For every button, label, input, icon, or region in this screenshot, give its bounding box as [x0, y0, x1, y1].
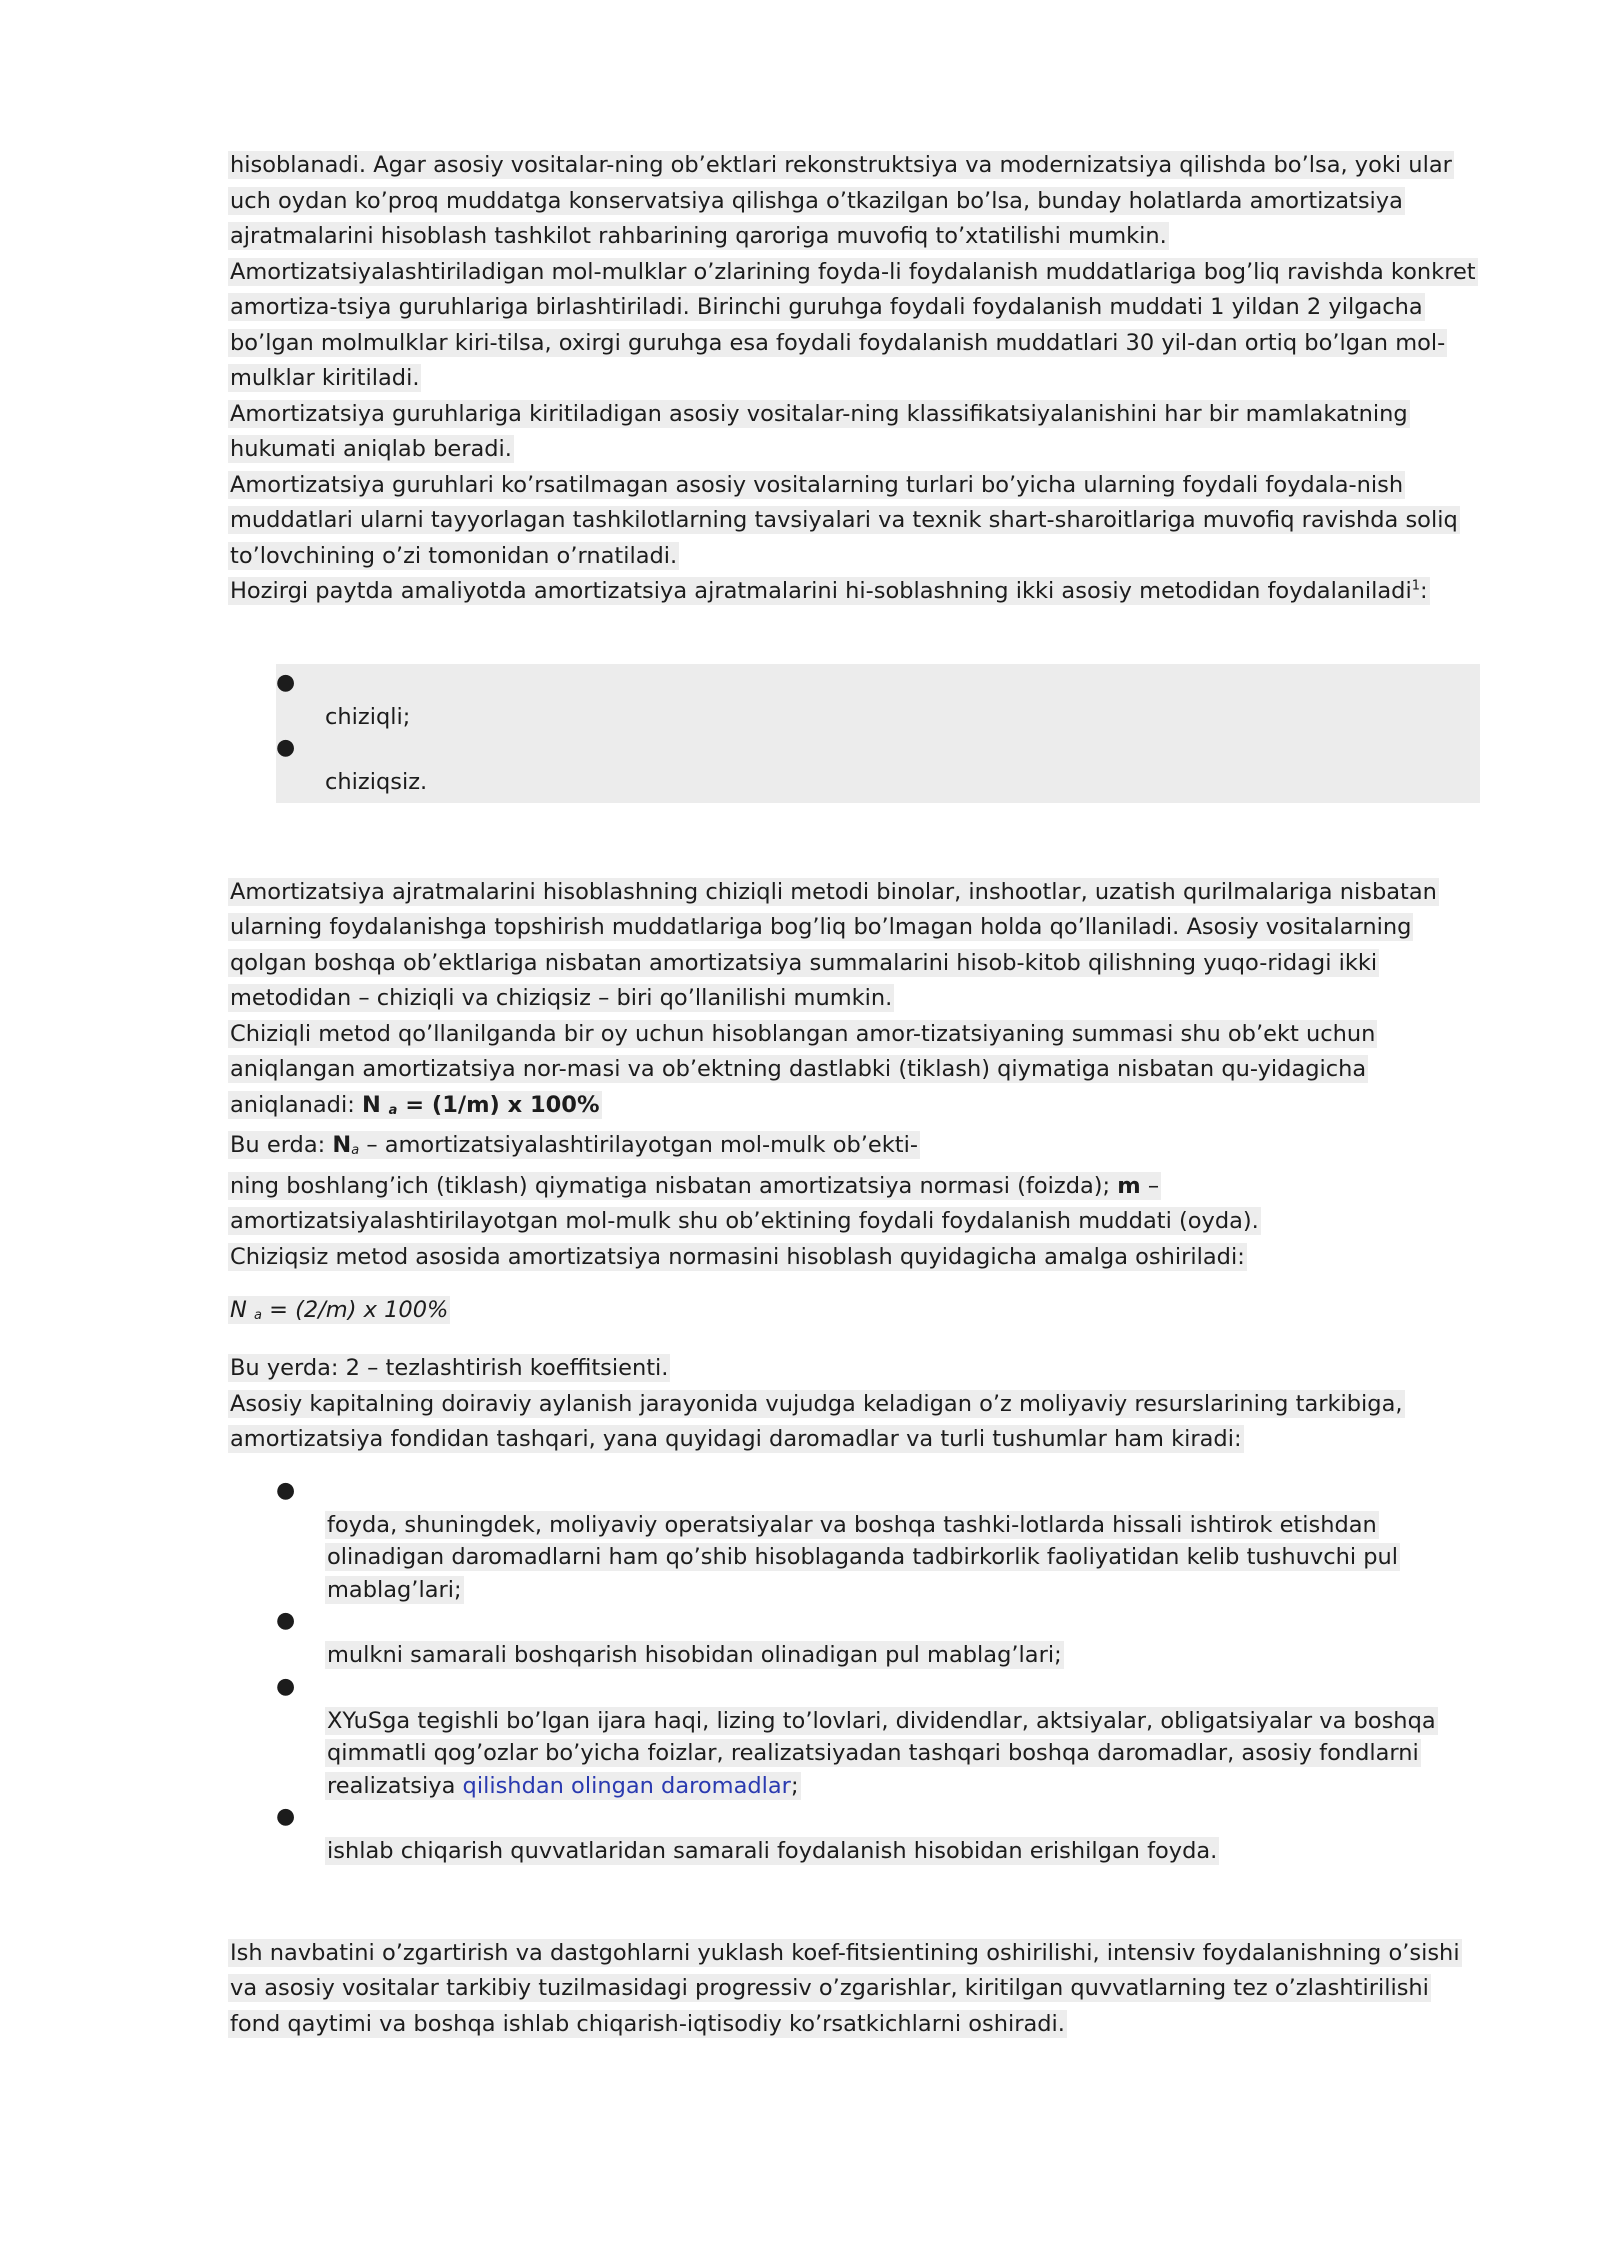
footnote-marker[interactable]: 1	[1411, 578, 1420, 594]
paragraph-11: Asosiy kapitalning doiraviy aylanish jarayonida vujudga keladigan o’z moliyaviy resurslarining tarkibiga, amortizatsiya fondidan tashqari, yana quyidagi daromadlar va turli tushumlar ham kiradi:	[230, 1390, 1403, 1452]
bullet-icon: ●	[276, 1673, 296, 1699]
list-item: ● XYuSga tegishli bo’lgan ijara haqi, lizing to’lovlari, dividendlar, aktsiyalar, obligatsiyalar va boshqa qimmatli qog’ozlar bo’yicha foizlar, realizatsiyadan tashqari boshqa daromadlar, asosiy fondlarni realizatsiya qilishdan olingan daromadlar;	[276, 1673, 1436, 1799]
bullet-icon: ●	[276, 1804, 296, 1829]
paragraph-2: Amortizatsiyalashtiriladigan mol-mulklar o’zlarining foyda-li foydalanish muddatlariga bog’liq ravishda konkret amortiza-tsiya guruhlariga birlashtiriladi. Birinchi guruhga foydali foydalanish muddati 1 yildan 2 yilgacha bo’lgan molmulklar kiri-tilsa, oxirgi guruhga esa foydali foydalanish muddatlari 30 yil-dan ortiq bo’lgan mol-mulklar kiritiladi.	[230, 258, 1476, 391]
paragraph-4: Amortizatsiya guruhlari ko’rsatilmagan asosiy vositalarning turlari bo’yicha ularning foydali foydala-nish muddatlari ularni tayyorlagan tashkilotlarning tavsiyalari va texnik shart-sharoitlariga muvofiq ravishda soliq to’lovchining o’zi tomonidan o’rnatiladi.	[230, 471, 1458, 569]
paragraph-7: Chiziqli metod qo’llanilganda bir oy uchun hisoblangan amor-tizatsiyaning summasi shu ob’ekt uchun aniqlangan amortizatsiya nor-masi va ob’ektning dastlabki (tiklash) qiymatiga nisbatan qu-yidagicha aniqlanadi: N a = (1/m) x 100%	[230, 1020, 1376, 1118]
formula-linear: N a = (1/m) x 100%	[361, 1091, 600, 1118]
paragraph-8: Bu erda: Na – amortizatsiyalashtirilayotgan mol-mulk ob’ekti- ning boshlang’ich (tiklash) qiymatiga nisbatan amortizatsiya normasi (foizda); m – amortizatsiyalashtirilayotgan mol-mulk shu ob’ektining foydali foydalanish muddati (oyda).	[230, 1132, 1259, 1234]
income-list	[228, 1476, 1480, 1868]
list-item: ● foyda, shuningdek, moliyaviy operatsiyalar va boshqa tashki-lotlarda hissali ishtirok etishdan olinadigan daromadlarni ham qo’shib hisoblaganda tadbirkorlik faoliyatidan kelib tushuvchi pul mablag’lari;	[276, 1477, 1399, 1603]
paragraph-6: Amortizatsiya ajratmalarini hisoblashning chiziqli metodi binolar, inshootlar, uzatish qurilmalariga nisbatan ularning foydalanishga topshirish muddatlariga bog’liq bo’lmagan holda qo’llaniladi. Asosiy vositalarning qolgan boshqa ob’ektlariga nisbatan amortizatsiya summalarini hisob-kitob qilishning yuqo-ridagi ikki metodidan – chiziqli va chiziqsiz – biri qo’llanilishi mumkin.	[230, 878, 1437, 1011]
bullet-icon: ●	[276, 669, 296, 695]
list-item: ● chiziqli;	[276, 669, 411, 730]
paragraph-10: Bu yerda: 2 – tezlashtirish koeffitsienti.	[230, 1355, 669, 1381]
bullet-icon: ●	[276, 735, 296, 760]
list-item: ● chiziqsiz.	[276, 735, 428, 795]
list-item: ● ishlab chiqarish quvvatlaridan samarali foydalanish hisobidan erishilgan foyda.	[276, 1804, 1218, 1864]
bullet-icon: ●	[276, 1477, 296, 1503]
list-item: ● mulkni samarali boshqarish hisobidan olinadigan pul mablag’lari;	[276, 1608, 1062, 1668]
income-link[interactable]: qilishdan olingan daromadlar	[462, 1772, 791, 1799]
paragraph-5-text: Hozirgi paytda amaliyotda amortizatsiya ajratmalarini hi-soblashning ikki asosiy metodidan foydalaniladi	[230, 578, 1412, 604]
formula-nonlinear: N a = (2/m) x 100%	[230, 1297, 449, 1323]
paragraph-3: Amortizatsiya guruhlariga kiritiladigan asosiy vositalar-ning klassifikatsiyalanishini har bir mamlakatning hukumati aniqlab beradi.	[230, 400, 1408, 462]
paragraph-9: Chiziqsiz metod asosida amortizatsiya normasini hisoblash quyidagicha amalga oshiriladi:	[230, 1243, 1245, 1270]
paragraph-12: Ish navbatini o’zgartirish va dastgohlarni yuklash koef-fitsientining oshirilishi, intensiv foydalanishning o’sishi va asosiy vositalar tarkibiy tuzilmasidagi progressiv o’zgarishlar, kiritilgan quvvatlarning tez o’zlashtirilishi fond qaytimi va boshqa ishlab chiqarish-iqtisodiy ko’rsatkichlarni oshiradi.	[230, 1939, 1460, 2037]
paragraph-1: hisoblanadi. Agar asosiy vositalar-ning ob’ektlari rekonstruktsiya va modernizatsiya qilishda bo’lsa, yoki ular uch oydan ko’proq muddatga konservatsiya qilishga o’tkazilgan bo’lsa, bunday holatlarda amortizatsiya ajratmalarini hisoblash tashkilot rahbarining qaroriga muvofiq to’xtatilishi mumkin.	[230, 152, 1452, 249]
methods-list	[276, 664, 1480, 803]
paragraph-5: Hozirgi paytda amaliyotda amortizatsiya ajratmalarini hi-soblashning ikki asosiy metodidan foydalaniladi$^1$:	[230, 578, 1428, 604]
bullet-icon: ●	[276, 1608, 296, 1633]
